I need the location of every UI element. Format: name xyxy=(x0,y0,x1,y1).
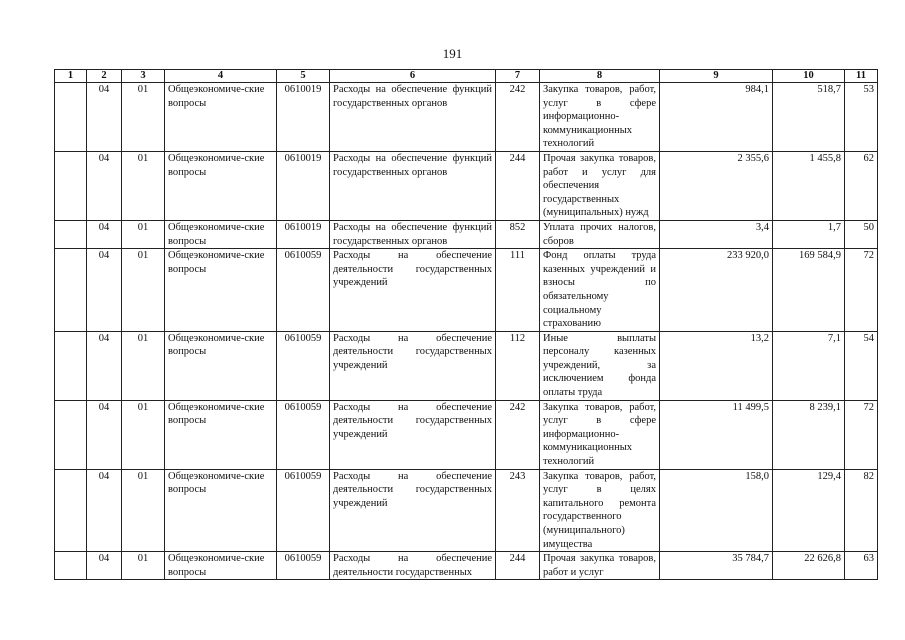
col1-cell xyxy=(55,331,87,400)
column-header: 6 xyxy=(330,70,496,83)
expense-type-code: 244 xyxy=(496,552,540,580)
expense-type-name: Прочая закупка товаров, работ и услуг для обеспечения государственных (муниципальных) нужд xyxy=(540,151,660,220)
section-name: Общеэкономиче-ские вопросы xyxy=(165,83,277,152)
section-name: Общеэкономиче-ские вопросы xyxy=(165,552,277,580)
planned-amount: 233 920,0 xyxy=(660,249,773,332)
column-header: 3 xyxy=(122,70,165,83)
target-article-code: 0610059 xyxy=(277,552,330,580)
target-article-code: 0610019 xyxy=(277,83,330,152)
col1-cell xyxy=(55,552,87,580)
expense-type-name: Закупка товаров, работ, услуг в целях капитального ремонта государственного (муниципального) имущества xyxy=(540,469,660,552)
expense-type-code: 111 xyxy=(496,249,540,332)
expense-type-name: Прочая закупка товаров, работ и услуг xyxy=(540,552,660,580)
column-header: 10 xyxy=(773,70,845,83)
execution-percent: 50 xyxy=(845,220,878,248)
section-name: Общеэкономиче-ские вопросы xyxy=(165,331,277,400)
executed-amount: 8 239,1 xyxy=(773,400,845,469)
target-article-code: 0610019 xyxy=(277,220,330,248)
executed-amount: 22 626,8 xyxy=(773,552,845,580)
page-number: 191 xyxy=(442,46,463,61)
planned-amount: 11 499,5 xyxy=(660,400,773,469)
subsection-code: 01 xyxy=(122,220,165,248)
executed-amount: 1,7 xyxy=(773,220,845,248)
target-article-name: Расходы на обеспечение деятельности государственных учреждений xyxy=(330,400,496,469)
target-article-code: 0610059 xyxy=(277,249,330,332)
subsection-code: 01 xyxy=(122,400,165,469)
table-row xyxy=(55,552,878,580)
section-code: 04 xyxy=(87,83,122,152)
section-code: 04 xyxy=(87,400,122,469)
target-article-code: 0610059 xyxy=(277,400,330,469)
subsection-code: 01 xyxy=(122,469,165,552)
section-code: 04 xyxy=(87,552,122,580)
target-article-name: Расходы на обеспечение деятельности государственных учреждений xyxy=(330,469,496,552)
col1-cell xyxy=(55,249,87,332)
column-header: 1 xyxy=(55,70,87,83)
expense-type-code: 243 xyxy=(496,469,540,552)
column-header: 5 xyxy=(277,70,330,83)
expense-type-name: Закупка товаров, работ, услуг в сфере информационно-коммуникационных технологий xyxy=(540,83,660,152)
target-article-name: Расходы на обеспечение функций государственных органов xyxy=(330,220,496,248)
planned-amount: 2 355,6 xyxy=(660,151,773,220)
table-row xyxy=(55,400,878,469)
execution-percent: 72 xyxy=(845,249,878,332)
section-code: 04 xyxy=(87,469,122,552)
col1-cell xyxy=(55,469,87,552)
planned-amount: 3,4 xyxy=(660,220,773,248)
col1-cell xyxy=(55,400,87,469)
expense-type-name: Иные выплаты персоналу казенных учреждений, за исключением фонда оплаты труда xyxy=(540,331,660,400)
planned-amount: 158,0 xyxy=(660,469,773,552)
executed-amount: 129,4 xyxy=(773,469,845,552)
expense-type-code: 852 xyxy=(496,220,540,248)
column-header: 2 xyxy=(87,70,122,83)
target-article-name: Расходы на обеспечение деятельности государственных учреждений xyxy=(330,331,496,400)
section-code: 04 xyxy=(87,249,122,332)
col1-cell xyxy=(55,151,87,220)
section-code: 04 xyxy=(87,151,122,220)
section-name: Общеэкономиче-ские вопросы xyxy=(165,220,277,248)
subsection-code: 01 xyxy=(122,151,165,220)
section-name: Общеэкономиче-ские вопросы xyxy=(165,469,277,552)
table-row xyxy=(55,220,878,248)
expense-type-code: 244 xyxy=(496,151,540,220)
expense-type-code: 242 xyxy=(496,400,540,469)
column-header: 7 xyxy=(496,70,540,83)
subsection-code: 01 xyxy=(122,331,165,400)
col1-cell xyxy=(55,220,87,248)
section-name: Общеэкономиче-ские вопросы xyxy=(165,151,277,220)
subsection-code: 01 xyxy=(122,249,165,332)
execution-percent: 63 xyxy=(845,552,878,580)
target-article-name: Расходы на обеспечение деятельности государственных учреждений xyxy=(330,249,496,332)
column-header: 8 xyxy=(540,70,660,83)
planned-amount: 984,1 xyxy=(660,83,773,152)
table-row xyxy=(55,469,878,552)
target-article-name: Расходы на обеспечение деятельности государственных xyxy=(330,552,496,580)
execution-percent: 53 xyxy=(845,83,878,152)
expense-type-name: Закупка товаров, работ, услуг в сфере информационно-коммуникационных технологий xyxy=(540,400,660,469)
executed-amount: 1 455,8 xyxy=(773,151,845,220)
section-name: Общеэкономиче-ские вопросы xyxy=(165,249,277,332)
section-name: Общеэкономиче-ские вопросы xyxy=(165,400,277,469)
subsection-code: 01 xyxy=(122,83,165,152)
expense-type-code: 112 xyxy=(496,331,540,400)
executed-amount: 518,7 xyxy=(773,83,845,152)
subsection-code: 01 xyxy=(122,552,165,580)
target-article-code: 0610059 xyxy=(277,331,330,400)
execution-percent: 82 xyxy=(845,469,878,552)
column-header: 4 xyxy=(165,70,277,83)
executed-amount: 169 584,9 xyxy=(773,249,845,332)
expense-type-code: 242 xyxy=(496,83,540,152)
target-article-code: 0610019 xyxy=(277,151,330,220)
table-row xyxy=(55,249,878,332)
planned-amount: 35 784,7 xyxy=(660,552,773,580)
table-row xyxy=(55,83,878,152)
target-article-name: Расходы на обеспечение функций государственных органов xyxy=(330,83,496,152)
col1-cell xyxy=(55,83,87,152)
target-article-code: 0610059 xyxy=(277,469,330,552)
table-header-row xyxy=(55,70,878,83)
section-code: 04 xyxy=(87,220,122,248)
execution-percent: 72 xyxy=(845,400,878,469)
table-row xyxy=(55,151,878,220)
table-row xyxy=(55,331,878,400)
section-code: 04 xyxy=(87,331,122,400)
execution-percent: 54 xyxy=(845,331,878,400)
planned-amount: 13,2 xyxy=(660,331,773,400)
target-article-name: Расходы на обеспечение функций государственных органов xyxy=(330,151,496,220)
expense-type-name: Уплата прочих налогов, сборов xyxy=(540,220,660,248)
executed-amount: 7,1 xyxy=(773,331,845,400)
execution-percent: 62 xyxy=(845,151,878,220)
budget-table xyxy=(54,69,878,580)
expense-type-name: Фонд оплаты труда казенных учреждений и взносы по обязательному социальному страхованию xyxy=(540,249,660,332)
column-header: 11 xyxy=(845,70,878,83)
column-header: 9 xyxy=(660,70,773,83)
